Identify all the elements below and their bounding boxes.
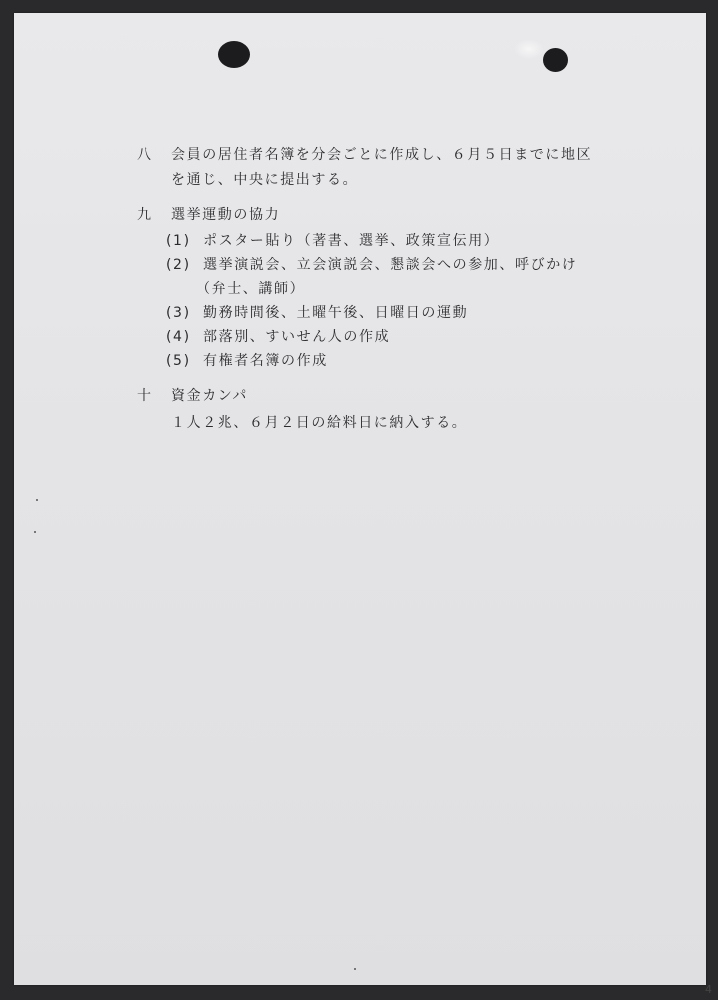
item-number-2: (2) — [166, 257, 191, 273]
document-body — [14, 13, 706, 985]
section-marker-10: 十 — [137, 388, 153, 404]
section-10-line-1: １人２兆、６月２日の給料日に納入する。 — [171, 415, 468, 431]
item-2-text-line-1: 選挙演説会、立会演説会、懇談会への参加、呼びかけ — [203, 257, 578, 273]
section-9-heading: 選挙運動の協力 — [171, 207, 281, 223]
item-number-1: (1) — [166, 233, 191, 249]
item-number-5: (5) — [166, 353, 191, 369]
section-marker-9: 九 — [137, 207, 153, 223]
paper-speck — [36, 499, 38, 501]
item-number-3: (3) — [166, 305, 191, 321]
item-number-4: (4) — [166, 329, 191, 345]
section-8-line-2: を通じ、中央に提出する。 — [171, 172, 359, 188]
item-2-text-line-2: （弁士、講師） — [196, 281, 306, 297]
item-1-text: ポスター貼り（著書、選挙、政策宣伝用） — [203, 233, 500, 249]
section-8-line-1: 会員の居住者名簿を分会ごとに作成し、６月５日までに地区 — [171, 147, 593, 163]
section-10-heading: 資金カンパ — [171, 388, 249, 404]
item-5-text: 有権者名簿の作成 — [203, 353, 328, 369]
item-4-text: 部落別、すいせん人の作成 — [203, 329, 391, 345]
document-page — [14, 13, 706, 985]
section-marker-8: 八 — [137, 147, 153, 163]
paper-speck — [354, 968, 356, 970]
paper-speck — [34, 531, 36, 533]
item-3-text: 勤務時間後、土曜午後、日曜日の運動 — [203, 305, 469, 321]
page-number: 4 — [705, 983, 712, 996]
